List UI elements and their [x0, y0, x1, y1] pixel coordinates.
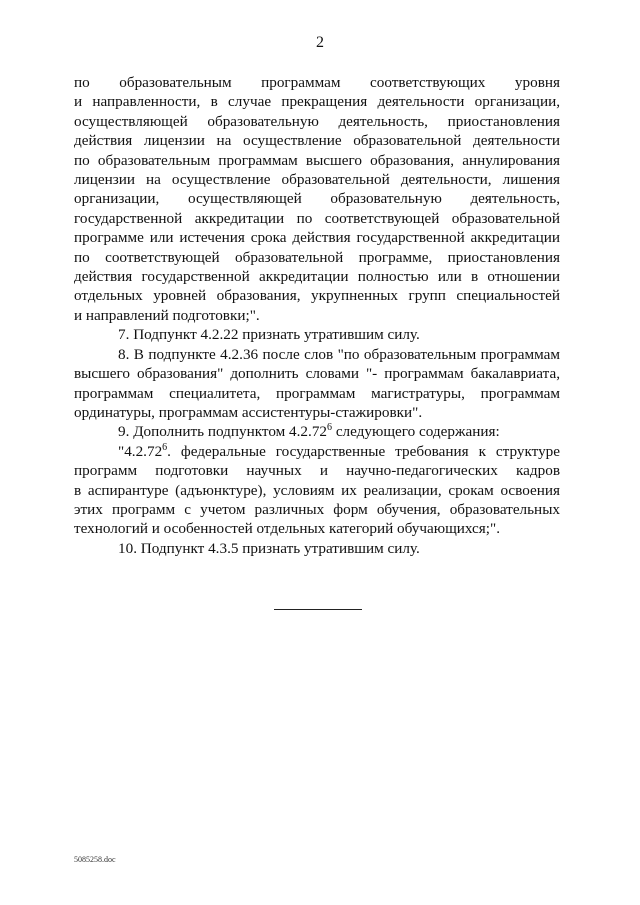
text-line: действия лицензии на осуществление образовательной деятельности	[74, 132, 560, 150]
paragraph-item-9	[74, 422, 560, 441]
text-line: отдельных уровней образования, укрупненных групп специальностей	[74, 287, 560, 305]
text-line: этих программ с учетом различных форм обучения, образовательных	[74, 500, 560, 518]
superscript: 6	[327, 422, 333, 434]
text-line: программам специалитета, программам магистратуры, программам	[74, 384, 560, 402]
document-file-code: 5085258.doc	[74, 855, 116, 864]
superscript: 6	[162, 441, 168, 453]
text-line: государственной аккредитации по соответствующей образовательной	[74, 209, 560, 227]
text-line: и направлений подготовки;".	[74, 306, 260, 324]
text-line: в аспирантуре (адъюнктуре), условиям их реализации, срокам освоения	[74, 481, 560, 499]
quoted-item-tail: . федеральные государственные требования к структуре	[167, 442, 560, 460]
text-line: по образовательным программам высшего образования, аннулирования	[74, 151, 560, 169]
text-line: лицензии на осуществление образовательной деятельности, лишения	[74, 171, 560, 189]
text-line: ординатуры, программам ассистентуры-стажировки".	[74, 403, 423, 421]
text-line: по образовательным программам соответствующих уровня	[74, 74, 560, 91]
text-line: организации, осуществляющей образовательную деятельность,	[74, 190, 560, 208]
page-number: 2	[316, 34, 324, 51]
text-line: осуществляющей образовательную деятельность, приостановления	[74, 112, 560, 130]
paragraph-item-7: 7. Подпункт 4.2.22 признать утратившим силу.	[118, 326, 420, 344]
quoted-item-start	[74, 442, 560, 461]
text-line: технологий и особенностей отдельных категорий обучающихся;".	[74, 520, 500, 538]
text-line: высшего образования" дополнить словами "- программам бакалавриата,	[74, 365, 560, 383]
text-line: по соответствующей образовательной программе, приостановления	[74, 248, 560, 266]
end-separator-line	[274, 609, 362, 610]
item-9-tail: следующего содержания:	[332, 423, 500, 441]
text-line: и направленности, в случае прекращения деятельности организации,	[74, 93, 560, 111]
document-body	[74, 73, 560, 558]
quoted-item-number: "4.2.72	[118, 442, 163, 460]
paragraph-item-10: 10. Подпункт 4.3.5 признать утратившим силу.	[118, 539, 420, 557]
text-line: программ подготовки научных и научно-педагогических кадров	[74, 462, 560, 480]
text-line: действия государственной аккредитации полностью или в отношении	[74, 268, 560, 286]
item-9-text: 9. Дополнить подпунктом 4.2.72	[118, 423, 328, 441]
text-line: программе или истечения срока действия государственной аккредитации	[74, 229, 560, 247]
paragraph-item-8: 8. В подпункте 4.2.36 после слов "по образовательным программам	[118, 345, 560, 363]
